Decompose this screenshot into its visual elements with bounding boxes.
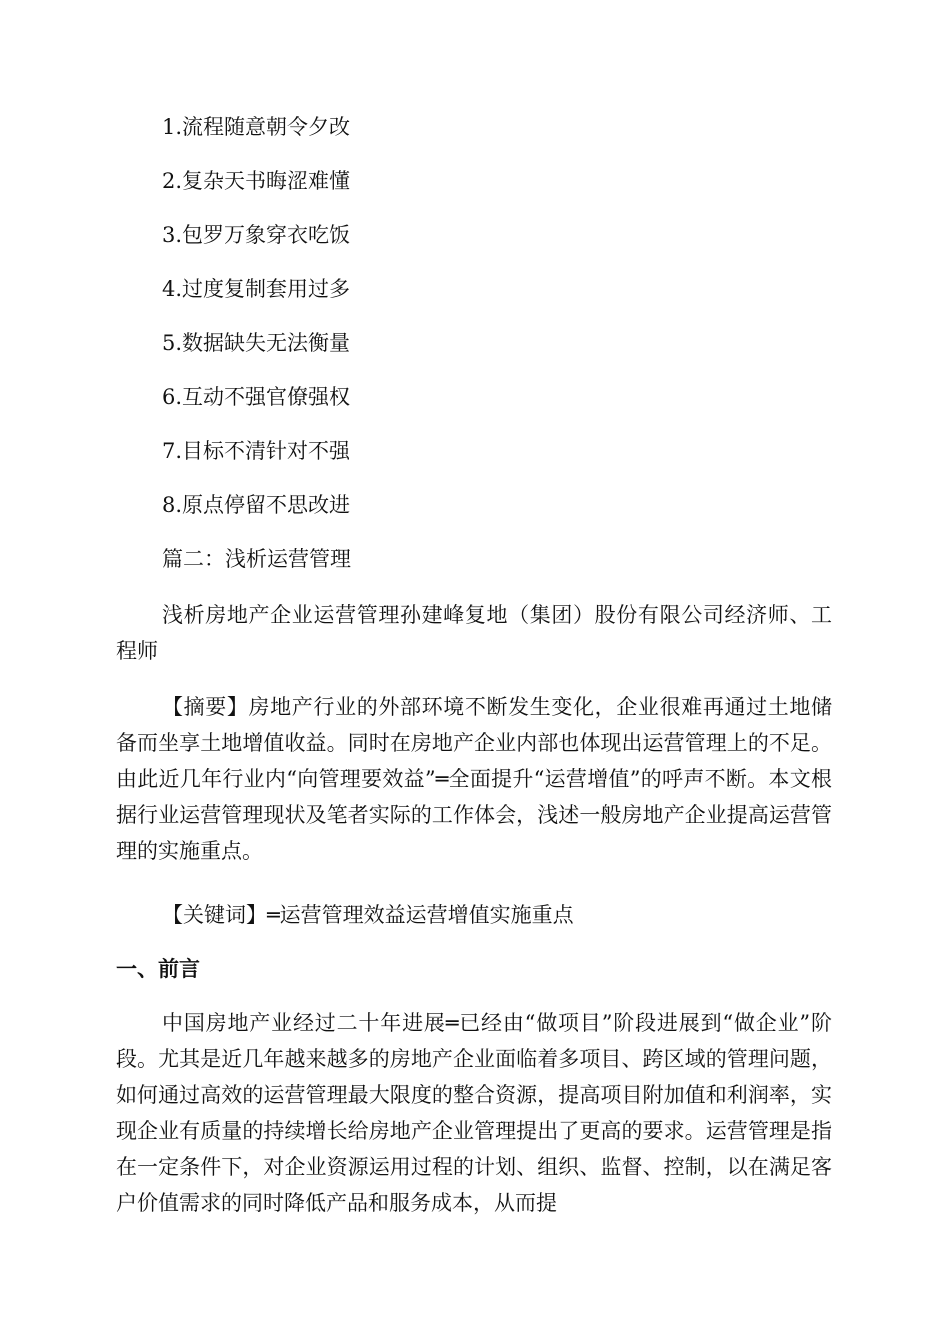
- list-item: 8.原点停留不思改进: [162, 493, 351, 517]
- chapter-title: 篇二：浅析运营管理: [162, 547, 351, 571]
- list-item: 5.数据缺失无法衡量: [162, 331, 351, 355]
- section-heading: 一、前言: [116, 957, 200, 981]
- list-item: 2.复杂天书晦涩难懂: [162, 169, 351, 193]
- numbered-list: [162, 112, 842, 598]
- list-item: 6.互动不强官僚强权: [162, 385, 351, 409]
- intro-paragraph: 中国房地产业经过二十年进展═已经由“做项目”阶段进展到“做企业”阶段。尤其是近几年越来越多的房地产企业面临着多项目、跨区域的管理问题，如何通过高效的运营管理最大限度的整合资源，提高项目附加值和利润率，实现企业有质量的持续增长给房地产企业管理提出了更高的要求。运营管理是指在一定条件下，对企业资源运用过程的计划、组织、监督、控制，以在满足客户价值需求的同时降低产品和服务成本，从而提: [116, 1011, 832, 1215]
- keywords-paragraph: 【关键词】═运营管理效益运营增值实施重点: [162, 903, 574, 927]
- list-item: 3.包罗万象穿衣吃饭: [162, 223, 351, 247]
- list-item: 1.流程随意朝令夕改: [162, 115, 351, 139]
- abstract-paragraph: 【摘要】房地产行业的外部环境不断发生变化，企业很难再通过土地储备而坐享土地增值收益。同时在房地产企业内部也体现出运营管理上的不足。由此近几年行业内“向管理要效益”═全面提升“运营增值”的呼声不断。本文根据行业运营管理现状及笔者实际的工作体会，浅述一般房地产企业提高运营管理的实施重点。: [116, 695, 832, 863]
- article-title-author: 浅析房地产企业运营管理孙建峰复地（集团）股份有限公司经济师、工程师: [116, 603, 832, 663]
- list-item: 4.过度复制套用过多: [162, 277, 351, 301]
- list-item: 7.目标不清针对不强: [162, 439, 351, 463]
